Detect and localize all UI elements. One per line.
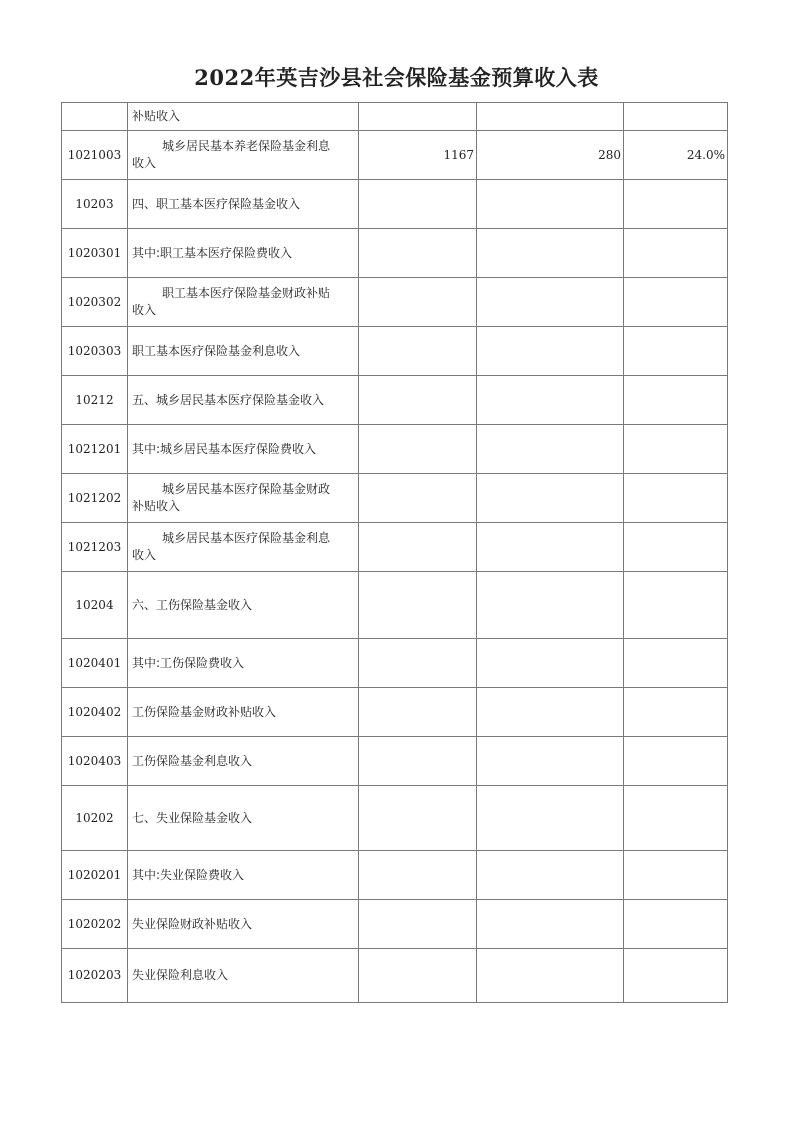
- value-cell: [359, 278, 477, 327]
- value-cell: [624, 327, 728, 376]
- value-cell: [359, 523, 477, 572]
- value-cell: [624, 103, 728, 131]
- code-cell: 1020301: [62, 229, 128, 278]
- table-row: [62, 737, 728, 786]
- value-cell: [624, 278, 728, 327]
- value-cell: [477, 229, 624, 278]
- table-row: [62, 949, 728, 1003]
- item-name-line1: 城乡居民基本医疗保险基金利息: [162, 531, 331, 545]
- item-name-line2: 补贴收入: [132, 499, 181, 513]
- value-cell: [359, 229, 477, 278]
- table-row: [62, 180, 728, 229]
- item-name-cell: [128, 523, 359, 572]
- code-cell: 10202: [62, 786, 128, 851]
- item-name-cell: 职工基本医疗保险基金利息收入: [128, 327, 359, 376]
- value-cell: [477, 688, 624, 737]
- value-cell: [359, 572, 477, 639]
- item-name-line1: 职工基本医疗保险基金财政补贴: [162, 286, 331, 300]
- code-cell: 1020203: [62, 949, 128, 1003]
- code-cell: 1021201: [62, 425, 128, 474]
- value-cell: [624, 786, 728, 851]
- value-cell: [359, 180, 477, 229]
- table-row: [62, 327, 728, 376]
- item-name-cell: 其中:职工基本医疗保险费收入: [128, 229, 359, 278]
- table-row: [62, 229, 728, 278]
- table-row: [62, 851, 728, 900]
- value-cell: [477, 900, 624, 949]
- item-name-line2: 收入: [132, 303, 157, 317]
- item-name-cell: 工伤保险基金利息收入: [128, 737, 359, 786]
- value-cell: 24.0%: [624, 131, 728, 180]
- code-cell: 1020402: [62, 688, 128, 737]
- item-name-cell: 其中:工伤保险费收入: [128, 639, 359, 688]
- value-cell: [624, 851, 728, 900]
- value-cell: [477, 376, 624, 425]
- value-cell: [477, 278, 624, 327]
- code-cell: 1021203: [62, 523, 128, 572]
- value-cell: [359, 786, 477, 851]
- value-cell: [359, 376, 477, 425]
- item-name-cell: 补贴收入: [128, 103, 359, 131]
- code-cell: 1021003: [62, 131, 128, 180]
- item-name-line1: 城乡居民基本养老保险基金利息: [162, 139, 331, 153]
- value-cell: [624, 523, 728, 572]
- code-cell: 10204: [62, 572, 128, 639]
- item-name-cell: 其中:城乡居民基本医疗保险费收入: [128, 425, 359, 474]
- value-cell: [359, 737, 477, 786]
- value-cell: [359, 900, 477, 949]
- value-cell: [477, 851, 624, 900]
- code-cell: 1020202: [62, 900, 128, 949]
- table-row: [62, 639, 728, 688]
- table-row: [62, 474, 728, 523]
- value-cell: [624, 900, 728, 949]
- value-cell: [624, 737, 728, 786]
- item-name-cell: 四、职工基本医疗保险基金收入: [128, 180, 359, 229]
- item-name-cell: [128, 131, 359, 180]
- value-cell: [477, 327, 624, 376]
- value-cell: [477, 572, 624, 639]
- value-cell: [624, 949, 728, 1003]
- table-row: [62, 425, 728, 474]
- table-row: [62, 688, 728, 737]
- table-row: [62, 523, 728, 572]
- table-row: [62, 900, 728, 949]
- item-name-cell: 七、失业保险基金收入: [128, 786, 359, 851]
- page-title: 2022年英吉沙县社会保险基金预算收入表: [194, 65, 599, 90]
- value-cell: [477, 737, 624, 786]
- value-cell: [359, 851, 477, 900]
- code-cell: 10212: [62, 376, 128, 425]
- code-cell: 10203: [62, 180, 128, 229]
- value-cell: [359, 474, 477, 523]
- value-cell: 280: [477, 131, 624, 180]
- value-cell: [624, 474, 728, 523]
- value-cell: [359, 639, 477, 688]
- value-cell: [477, 949, 624, 1003]
- value-cell: [624, 688, 728, 737]
- item-name-line2: 收入: [132, 548, 157, 562]
- value-cell: [477, 180, 624, 229]
- value-cell: [624, 376, 728, 425]
- value-cell: [624, 180, 728, 229]
- item-name-cell: 六、工伤保险基金收入: [128, 572, 359, 639]
- value-cell: [477, 103, 624, 131]
- code-cell: 1020201: [62, 851, 128, 900]
- value-cell: [359, 425, 477, 474]
- item-name-cell: 五、城乡居民基本医疗保险基金收入: [128, 376, 359, 425]
- value-cell: [359, 103, 477, 131]
- table-row: [62, 278, 728, 327]
- value-cell: [624, 572, 728, 639]
- value-cell: [359, 688, 477, 737]
- value-cell: [624, 639, 728, 688]
- item-name-cell: 失业保险财政补贴收入: [128, 900, 359, 949]
- value-cell: [624, 229, 728, 278]
- value-cell: [477, 474, 624, 523]
- code-cell: 1020302: [62, 278, 128, 327]
- item-name-cell: 其中:失业保险费收入: [128, 851, 359, 900]
- value-cell: [624, 425, 728, 474]
- value-cell: [477, 523, 624, 572]
- item-name-line1: 城乡居民基本医疗保险基金财政: [162, 482, 331, 496]
- value-cell: [477, 786, 624, 851]
- item-name-cell: 失业保险利息收入: [128, 949, 359, 1003]
- table-row: [62, 103, 728, 131]
- item-name-cell: [128, 278, 359, 327]
- code-cell: 1020303: [62, 327, 128, 376]
- table-row: [62, 131, 728, 180]
- item-name-line2: 收入: [132, 156, 157, 170]
- code-cell: 1020403: [62, 737, 128, 786]
- table-row: [62, 786, 728, 851]
- value-cell: [477, 425, 624, 474]
- value-cell: [477, 639, 624, 688]
- code-cell: [62, 103, 128, 131]
- table-row: [62, 572, 728, 639]
- code-cell: 1021202: [62, 474, 128, 523]
- item-name-cell: 工伤保险基金财政补贴收入: [128, 688, 359, 737]
- value-cell: 1167: [359, 131, 477, 180]
- item-name-cell: [128, 474, 359, 523]
- code-cell: 1020401: [62, 639, 128, 688]
- budget-table: [61, 102, 728, 1003]
- table-row: [62, 376, 728, 425]
- value-cell: [359, 949, 477, 1003]
- value-cell: [359, 327, 477, 376]
